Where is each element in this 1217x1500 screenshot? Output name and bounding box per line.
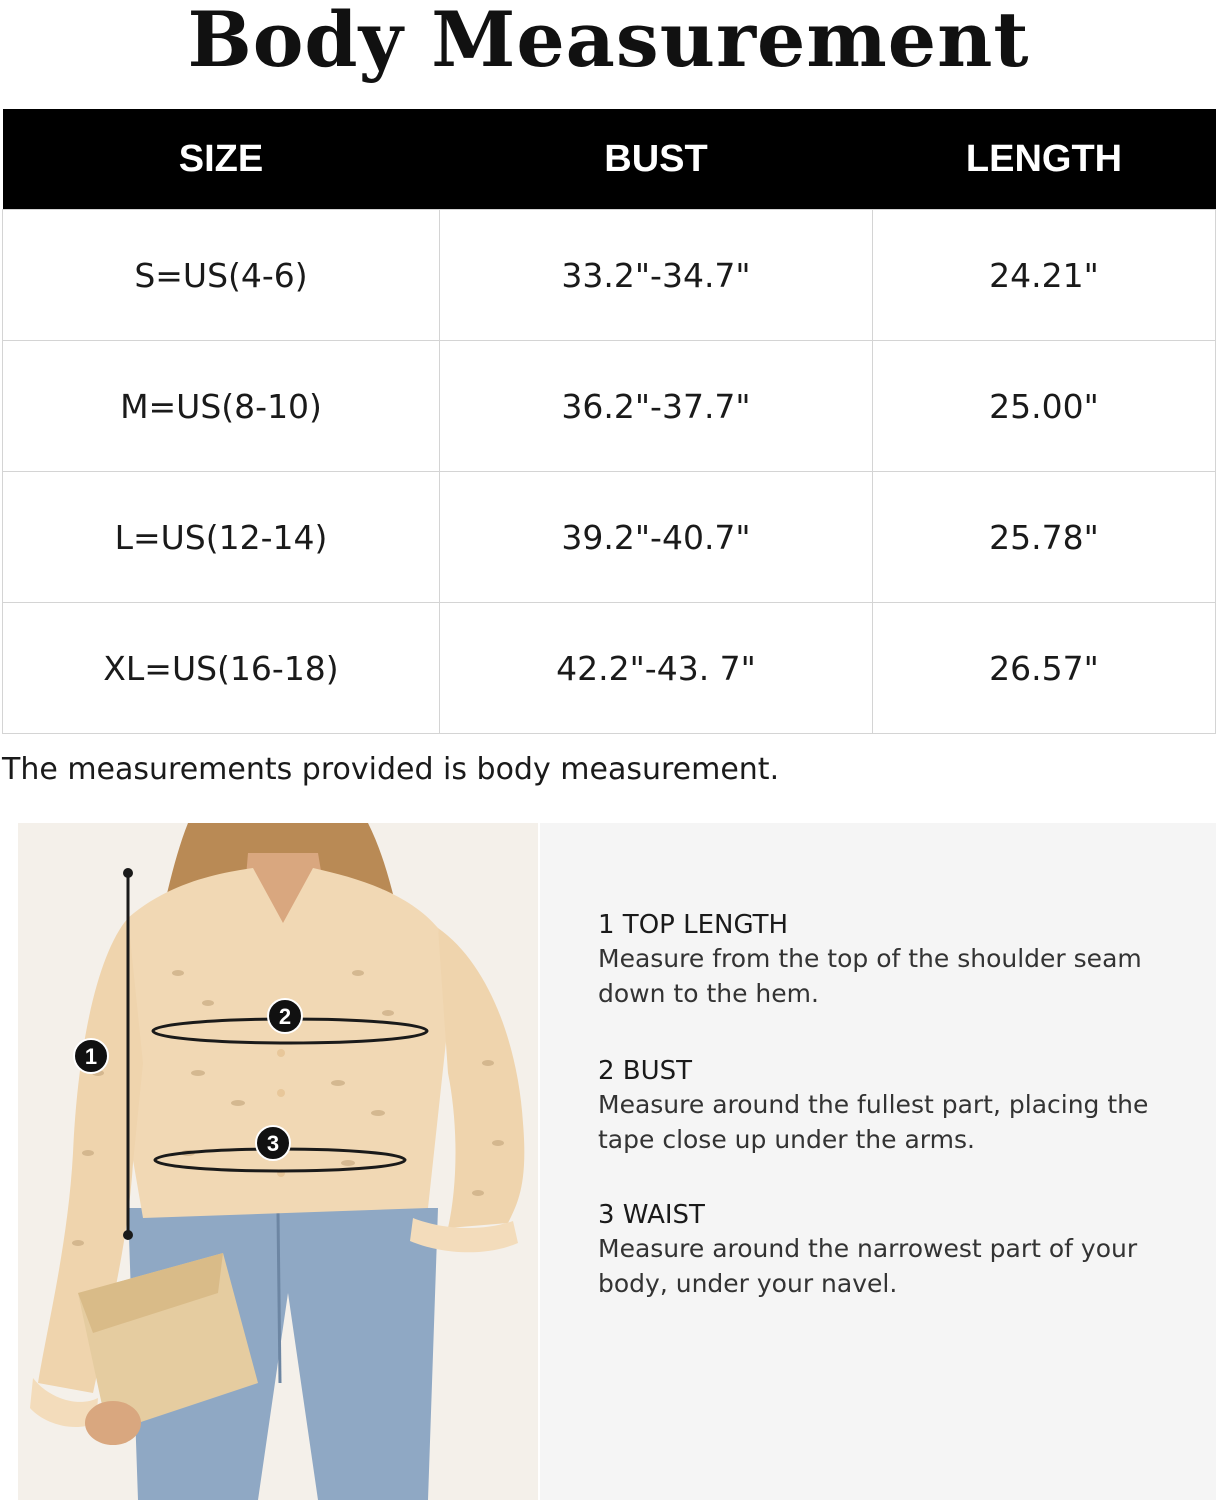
length-cell: 24.21"	[873, 210, 1216, 341]
guide-item-title: 3 WAIST	[598, 1200, 705, 1230]
measurement-note: The measurements provided is body measurement.	[2, 752, 780, 787]
size-cell: S=US(4-6)	[3, 210, 440, 341]
guide-item-desc: Measure around the fullest part, placing the tape close up under the arms.	[598, 1090, 1149, 1154]
bust-cell: 33.2"-34.7"	[440, 210, 873, 341]
table-row	[3, 603, 1216, 734]
guide-item-desc: Measure from the top of the shoulder seam down to the hem.	[598, 944, 1142, 1008]
guide-item-desc: Measure around the narrowest part of your body, under your navel.	[598, 1234, 1138, 1298]
bust-cell: 39.2"-40.7"	[440, 472, 873, 603]
size-cell: M=US(8-10)	[3, 341, 440, 472]
size-cell: L=US(12-14)	[3, 472, 440, 603]
header-length: LENGTH	[873, 109, 1216, 210]
blouse-illustration	[18, 823, 538, 1500]
table-row	[3, 341, 1216, 472]
measuring-guide-panel	[540, 823, 1216, 1500]
page-title: Body Measurement	[187, 0, 1030, 84]
marker-1: 1	[84, 1044, 98, 1069]
guide-item-title: 2 BUST	[598, 1056, 693, 1086]
length-cell: 25.78"	[873, 472, 1216, 603]
header-bust: BUST	[440, 109, 873, 210]
bust-cell: 36.2"-37.7"	[440, 341, 873, 472]
guide-item-title: 1 TOP LENGTH	[598, 910, 789, 940]
table-row	[3, 210, 1216, 341]
length-cell: 25.00"	[873, 341, 1216, 472]
size-cell: XL=US(16-18)	[3, 603, 440, 734]
size-chart-table	[2, 109, 1216, 734]
guide-item-top-length	[598, 909, 1158, 1011]
length-cell: 26.57"	[873, 603, 1216, 734]
table-header-row	[3, 109, 1216, 210]
marker-3: 3	[266, 1131, 280, 1156]
table-row	[3, 472, 1216, 603]
guide-item-bust	[598, 1055, 1158, 1157]
guide-item-waist	[598, 1199, 1158, 1301]
model-photo	[18, 823, 538, 1500]
marker-2: 2	[278, 1004, 292, 1029]
bust-cell: 42.2"-43. 7"	[440, 603, 873, 734]
header-size: SIZE	[3, 109, 440, 210]
